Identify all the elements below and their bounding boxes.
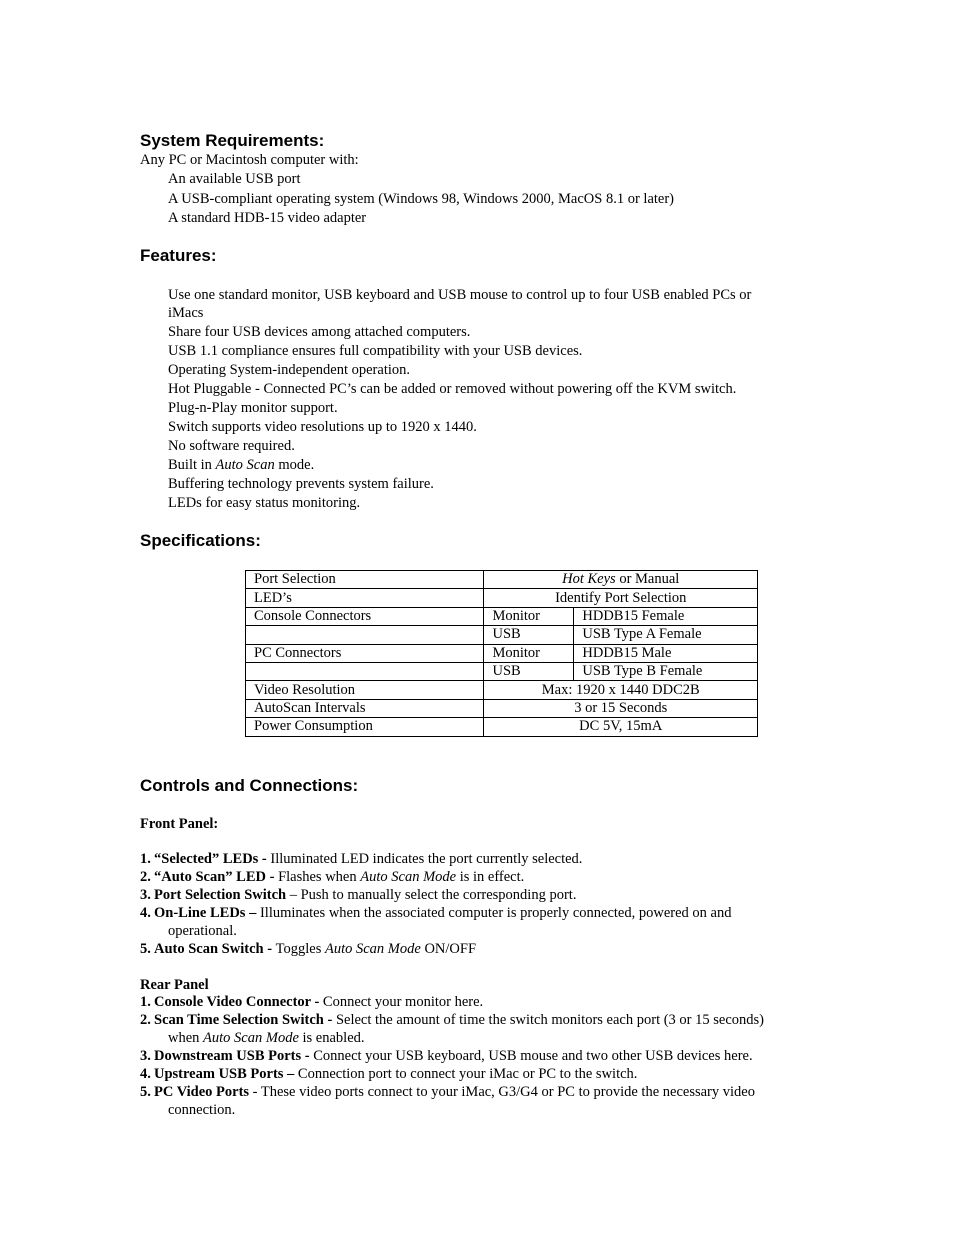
spec-value: USB Type A Female (574, 626, 758, 644)
spec-label: PC Connectors (246, 644, 484, 662)
list-item: 3. Port Selection Switch – Push to manually select the corresponding port. (140, 887, 577, 903)
spec-value: USB Type B Female (574, 662, 758, 680)
sysreq-item: An available USB port (168, 171, 301, 187)
spec-label (246, 662, 484, 680)
list-item: 5. Auto Scan Switch - Toggles Auto Scan Mode ON/OFF (140, 941, 477, 957)
list-item: 4. On-Line LEDs – Illuminates when the associated computer is properly connected, powered on and operational. (140, 905, 732, 939)
system-requirements-heading: System Requirements: (140, 131, 325, 150)
table-row (246, 718, 758, 736)
table-row (246, 589, 758, 607)
spec-value: Max: 1920 x 1440 DDC2B (484, 681, 758, 699)
spec-value: HDDB15 Female (574, 607, 758, 625)
feature-item: USB 1.1 compliance ensures full compatibility with your USB devices. (168, 343, 583, 359)
spec-subtype: Monitor (484, 644, 574, 662)
sysreq-intro: Any PC or Macintosh computer with: (140, 152, 359, 168)
spec-label: LED’s (246, 589, 484, 607)
controls-heading: Controls and Connections: (140, 776, 359, 795)
list-item: 3. Downstream USB Ports - Connect your USB keyboard, USB mouse and two other USB devices here. (140, 1048, 753, 1064)
table-row (246, 699, 758, 717)
feature-item: Hot Pluggable - Connected PC’s can be added or removed without powering off the KVM switch. (168, 381, 737, 397)
list-item: 1. “Selected” LEDs - Illuminated LED indicates the port currently selected. (140, 851, 583, 867)
feature-item: Share four USB devices among attached computers. (168, 324, 471, 340)
feature-item: Plug-n-Play monitor support. (168, 400, 338, 416)
spec-subtype: USB (484, 626, 574, 644)
spec-value: Identify Port Selection (484, 589, 758, 607)
list-item: 2. Scan Time Selection Switch - Select the amount of time the switch monitors each port (3 or 15 seconds) when Auto Scan Mode is enabled. (140, 1012, 764, 1046)
feature-item-cont: iMacs (168, 305, 204, 321)
rear-panel-heading: Rear Panel (140, 977, 209, 993)
table-row (246, 681, 758, 699)
list-item: 4. Upstream USB Ports – Connection port to connect your iMac or PC to the switch. (140, 1066, 638, 1082)
list-item: 5. PC Video Ports - These video ports connect to your iMac, G3/G4 or PC to provide the necessary video connection. (140, 1084, 755, 1118)
table-row (246, 626, 758, 644)
list-item: 2. “Auto Scan” LED - Flashes when Auto Scan Mode is in effect. (140, 869, 525, 885)
spec-value: DC 5V, 15mA (484, 718, 758, 736)
sysreq-item: A USB-compliant operating system (Windows 98, Windows 2000, MacOS 8.1 or later) (168, 191, 675, 207)
specifications-table (245, 570, 758, 737)
feature-item: Built in Auto Scan mode. (168, 457, 315, 473)
sysreq-item: A standard HDB-15 video adapter (168, 210, 367, 226)
table-row (246, 571, 758, 589)
spec-subtype: Monitor (484, 607, 574, 625)
front-panel-heading: Front Panel: (140, 816, 219, 832)
spec-label: Console Connectors (246, 607, 484, 625)
spec-label: Video Resolution (246, 681, 484, 699)
feature-item: Switch supports video resolutions up to 1920 x 1440. (168, 419, 477, 435)
table-row (246, 662, 758, 680)
table-row (246, 644, 758, 662)
features-heading: Features: (140, 246, 217, 265)
spec-value: Hot Keys or Manual (484, 571, 758, 589)
spec-subtype: USB (484, 662, 574, 680)
feature-item: Operating System-independent operation. (168, 362, 411, 378)
table-row (246, 607, 758, 625)
specifications-heading: Specifications: (140, 531, 261, 550)
feature-item: No software required. (168, 438, 295, 454)
spec-label: AutoScan Intervals (246, 699, 484, 717)
spec-label (246, 626, 484, 644)
list-item: 1. Console Video Connector - Connect your monitor here. (140, 994, 484, 1010)
spec-value: HDDB15 Male (574, 644, 758, 662)
feature-item: Use one standard monitor, USB keyboard and USB mouse to control up to four USB enabled PCs or (168, 287, 752, 303)
spec-label: Port Selection (246, 571, 484, 589)
spec-value: 3 or 15 Seconds (484, 699, 758, 717)
spec-label: Power Consumption (246, 718, 484, 736)
feature-item: LEDs for easy status monitoring. (168, 495, 361, 511)
feature-item: Buffering technology prevents system failure. (168, 476, 434, 492)
